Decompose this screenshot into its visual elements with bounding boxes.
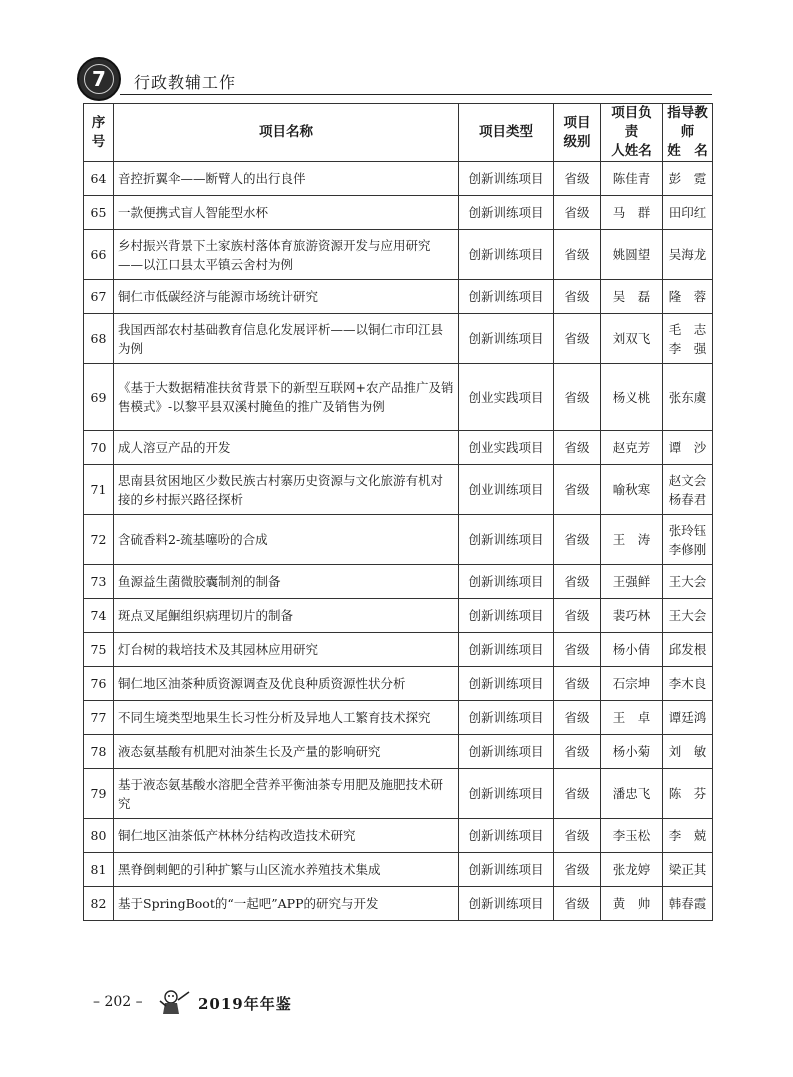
project-level: 省级 <box>554 280 601 314</box>
project-level: 省级 <box>554 633 601 667</box>
row-number: 73 <box>84 565 114 599</box>
project-leader: 石宗坤 <box>601 667 663 701</box>
table-row <box>84 314 713 364</box>
advisor: 谭 沙 <box>663 431 713 465</box>
row-number: 69 <box>84 364 114 431</box>
advisor: 梁正其 <box>663 853 713 887</box>
advisor: 王大会 <box>663 565 713 599</box>
header-divider <box>120 94 712 95</box>
advisor: 王大会 <box>663 599 713 633</box>
project-level: 省级 <box>554 431 601 465</box>
row-number: 71 <box>84 465 114 515</box>
project-leader: 黄 帅 <box>601 887 663 921</box>
project-type: 创新训练项目 <box>459 314 554 364</box>
project-type: 创业实践项目 <box>459 431 554 465</box>
project-leader: 陈佳青 <box>601 162 663 196</box>
row-number: 65 <box>84 196 114 230</box>
project-leader: 王 卓 <box>601 701 663 735</box>
row-number: 76 <box>84 667 114 701</box>
project-type: 创新训练项目 <box>459 769 554 819</box>
table-row <box>84 735 713 769</box>
mascot-icon <box>158 988 192 1016</box>
project-leader: 王强鲜 <box>601 565 663 599</box>
advisor: 毛 志 李 强 <box>663 314 713 364</box>
advisor: 张玲钰 李修刚 <box>663 515 713 565</box>
advisor: 谭廷鸿 <box>663 701 713 735</box>
project-level: 省级 <box>554 735 601 769</box>
project-name: 铜仁地区油茶低产林林分结构改造技术研究 <box>114 819 459 853</box>
table-row <box>84 196 713 230</box>
table-row <box>84 769 713 819</box>
project-table <box>83 103 713 921</box>
project-name: 铜仁地区油茶种质资源调查及优良种质资源性状分析 <box>114 667 459 701</box>
table-row <box>84 633 713 667</box>
row-number: 82 <box>84 887 114 921</box>
project-leader: 张龙婷 <box>601 853 663 887</box>
header-name: 项目名称 <box>114 104 459 162</box>
project-level: 省级 <box>554 364 601 431</box>
project-level: 省级 <box>554 701 601 735</box>
advisor: 田印红 <box>663 196 713 230</box>
project-type: 创新训练项目 <box>459 230 554 280</box>
advisor: 韩春霞 <box>663 887 713 921</box>
project-level: 省级 <box>554 162 601 196</box>
advisor: 李 兢 <box>663 819 713 853</box>
advisor: 李木良 <box>663 667 713 701</box>
project-name: 乡村振兴背景下土家族村落体育旅游资源开发与应用研究——以江口县太平镇云舍村为例 <box>114 230 459 280</box>
project-type: 创新训练项目 <box>459 701 554 735</box>
project-leader: 杨小倩 <box>601 633 663 667</box>
project-type: 创新训练项目 <box>459 887 554 921</box>
project-name: 斑点叉尾鮰组织病理切片的制备 <box>114 599 459 633</box>
project-leader: 裴巧林 <box>601 599 663 633</box>
row-number: 81 <box>84 853 114 887</box>
row-number: 70 <box>84 431 114 465</box>
table-row <box>84 465 713 515</box>
row-number: 67 <box>84 280 114 314</box>
page-footer <box>83 988 383 1018</box>
table-row <box>84 431 713 465</box>
project-level: 省级 <box>554 465 601 515</box>
project-type: 创新训练项目 <box>459 819 554 853</box>
project-leader: 马 群 <box>601 196 663 230</box>
project-name: 铜仁市低碳经济与能源市场统计研究 <box>114 280 459 314</box>
project-name: 成人溶豆产品的开发 <box>114 431 459 465</box>
header-teacher: 指导教师 姓 名 <box>663 104 713 162</box>
row-number: 77 <box>84 701 114 735</box>
project-leader: 刘双飞 <box>601 314 663 364</box>
table-row <box>84 819 713 853</box>
project-name: 鱼源益生菌微胶囊制剂的制备 <box>114 565 459 599</box>
page-header <box>0 0 793 100</box>
project-leader: 杨小菊 <box>601 735 663 769</box>
table-row <box>84 565 713 599</box>
project-type: 创新训练项目 <box>459 280 554 314</box>
advisor: 赵文会 杨春君 <box>663 465 713 515</box>
project-type: 创新训练项目 <box>459 515 554 565</box>
project-level: 省级 <box>554 667 601 701</box>
project-type: 创新训练项目 <box>459 633 554 667</box>
project-name: 含硫香料2-巯基噻吩的合成 <box>114 515 459 565</box>
table-row <box>84 701 713 735</box>
table-row <box>84 599 713 633</box>
table-row <box>84 887 713 921</box>
project-name: 思南县贫困地区少数民族古村寨历史资源与文化旅游有机对接的乡村振兴路径探析 <box>114 465 459 515</box>
project-leader: 李玉松 <box>601 819 663 853</box>
table-row <box>84 364 713 431</box>
project-level: 省级 <box>554 599 601 633</box>
page-number: – 202 – <box>93 994 143 1010</box>
advisor: 彭 霓 <box>663 162 713 196</box>
project-name: 基于SpringBoot的“一起吧”APP的研究与开发 <box>114 887 459 921</box>
project-type: 创新训练项目 <box>459 196 554 230</box>
header-type: 项目类型 <box>459 104 554 162</box>
project-leader: 吴 磊 <box>601 280 663 314</box>
project-type: 创新训练项目 <box>459 853 554 887</box>
table-header-row <box>84 104 713 162</box>
project-type: 创业训练项目 <box>459 465 554 515</box>
header-no: 序 号 <box>84 104 114 162</box>
advisor: 张东虞 <box>663 364 713 431</box>
project-leader: 姚圆望 <box>601 230 663 280</box>
project-level: 省级 <box>554 230 601 280</box>
project-level: 省级 <box>554 314 601 364</box>
project-name: 一款便携式盲人智能型水杯 <box>114 196 459 230</box>
header-leader: 项目负责 人姓名 <box>601 104 663 162</box>
row-number: 75 <box>84 633 114 667</box>
advisor: 陈 芬 <box>663 769 713 819</box>
project-type: 创新训练项目 <box>459 599 554 633</box>
project-level: 省级 <box>554 887 601 921</box>
project-level: 省级 <box>554 819 601 853</box>
project-leader: 赵克芳 <box>601 431 663 465</box>
project-type: 创新训练项目 <box>459 667 554 701</box>
logo-mark: 7 <box>92 67 106 91</box>
university-logo-icon <box>77 57 121 101</box>
table-row <box>84 667 713 701</box>
project-level: 省级 <box>554 196 601 230</box>
table-row <box>84 280 713 314</box>
project-level: 省级 <box>554 853 601 887</box>
project-name: 灯台树的栽培技术及其园林应用研究 <box>114 633 459 667</box>
row-number: 79 <box>84 769 114 819</box>
table-row <box>84 515 713 565</box>
project-level: 省级 <box>554 565 601 599</box>
project-type: 创新训练项目 <box>459 735 554 769</box>
project-name: 黑脊倒刺鲃的引种扩繁与山区流水养殖技术集成 <box>114 853 459 887</box>
advisor: 吴海龙 <box>663 230 713 280</box>
advisor: 邱发根 <box>663 633 713 667</box>
project-name: 不同生境类型地果生长习性分析及异地人工繁育技术探究 <box>114 701 459 735</box>
row-number: 78 <box>84 735 114 769</box>
project-type: 创新训练项目 <box>459 565 554 599</box>
row-number: 66 <box>84 230 114 280</box>
project-name: 音控折翼伞——断臂人的出行良伴 <box>114 162 459 196</box>
project-leader: 王 涛 <box>601 515 663 565</box>
row-number: 72 <box>84 515 114 565</box>
project-type: 创业实践项目 <box>459 364 554 431</box>
project-leader: 喻秋寒 <box>601 465 663 515</box>
yearbook-title: 2019年年鉴 <box>198 995 292 1013</box>
advisor: 隆 蓉 <box>663 280 713 314</box>
project-name: 液态氨基酸有机肥对油茶生长及产量的影响研究 <box>114 735 459 769</box>
project-name: 基于液态氨基酸水溶肥全营养平衡油茶专用肥及施肥技术研究 <box>114 769 459 819</box>
table-row <box>84 230 713 280</box>
table-row <box>84 853 713 887</box>
table-row <box>84 162 713 196</box>
project-level: 省级 <box>554 769 601 819</box>
project-leader: 杨义桃 <box>601 364 663 431</box>
row-number: 74 <box>84 599 114 633</box>
header-level: 项目 级别 <box>554 104 601 162</box>
advisor: 刘 敏 <box>663 735 713 769</box>
row-number: 68 <box>84 314 114 364</box>
row-number: 80 <box>84 819 114 853</box>
project-name: 《基于大数据精准扶贫背景下的新型互联网+农产品推广及销售模式》-以黎平县双溪村腌鱼的推广及销售为例 <box>114 364 459 431</box>
project-name: 我国西部农村基础教育信息化发展评析——以铜仁市印江县为例 <box>114 314 459 364</box>
section-title: 行政教辅工作 <box>134 73 237 92</box>
project-leader: 潘忠飞 <box>601 769 663 819</box>
row-number: 64 <box>84 162 114 196</box>
project-level: 省级 <box>554 515 601 565</box>
project-type: 创新训练项目 <box>459 162 554 196</box>
